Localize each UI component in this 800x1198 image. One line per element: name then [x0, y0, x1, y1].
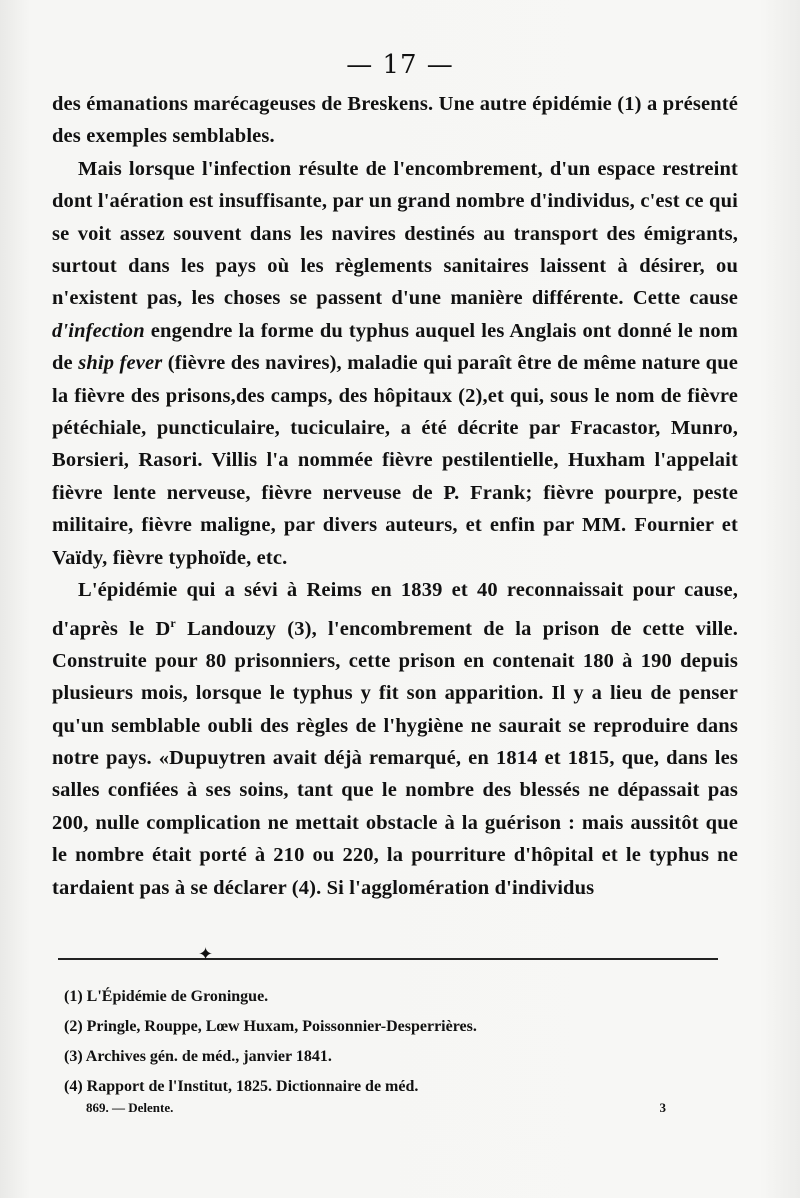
paragraph-3-text-b: Landouzy (3), l'encombrement de la prison de cette ville. Construite pour 80 prisonniers, cette prison en contenait 180 à 190 depuis plusieurs mois, lorsque le typhus y fit son apparition. Il y a lieu de penser qu'un semblable oubli des règles de l'hygiène ne saurait se reproduire dans notre pays. «Dupuytren avait déjà remarqué, en 1814 et 1815, que, dans les salles confiées à ses soins, tant que le nombre des blessés ne dépassait pas 200, nulle complication ne mettait obstacle à la guérison : mais aussitôt que le nombre était porté à 210 ou 220, la pourriture d'hôpital et le typhus ne tardaient pas à se déclarer (4). Si l'agglomération d'individus: [52, 617, 738, 899]
paragraph-3-text-a: L'épidémie qui a sévi à Reims en 1839 et 40 reconnaissait pour cause, d'après le D: [52, 579, 738, 640]
footnote-2: (2) Pringle, Rouppe, Lœw Huxam, Poissonnier-Desperrières.: [64, 1018, 477, 1035]
paragraph-1: des émanations marécageuses de Breskens. Une autre épidémie (1) a présenté des exemples semblables.: [52, 93, 738, 148]
footnotes: [64, 982, 744, 1102]
signature-left: 869. — Delente.: [86, 1100, 174, 1115]
paragraph-2: [52, 153, 738, 574]
footnote-1: (1) L'Épidémie de Groningue.: [64, 988, 269, 1005]
footnote-3: (3) Archives gén. de méd., janvier 1841.: [64, 1048, 332, 1065]
italic-term-ship-fever: ship fever: [78, 352, 163, 375]
footnote-4: (4) Rapport de l'Institut, 1825. Dictionnaire de méd.: [64, 1078, 419, 1095]
printer-signature: [86, 1100, 666, 1116]
paragraph-2-text-b: engendre la forme du typhus auquel les Anglais ont donné le nom de: [52, 319, 738, 375]
divider-mark-icon: ✦: [198, 944, 214, 965]
superscript-r: r: [170, 615, 176, 630]
paragraph-3: [52, 574, 738, 904]
main-text: [52, 88, 738, 904]
paragraph-2-text-a: Mais lorsque l'infection résulte de l'encombrement, d'un espace restreint dont l'aération est insuffisante, par un grand nombre d'individus, c'est ce qui se voit assez souvent dans les navires destinés au transport des émigrants, surtout dans les pays où les règlements sanitaires laissent à désirer, ou n'existent pas, les choses se passent d'une manière différente. Cette cause: [52, 157, 738, 310]
italic-term-infection: d'infection: [52, 319, 145, 342]
signature-right: 3: [659, 1100, 666, 1115]
footnote-divider: [58, 958, 718, 960]
page-number: — 17 —: [346, 50, 454, 80]
paragraph-2-text-c: (fièvre des navires), maladie qui paraît être de même nature que la fièvre des prisons,des camps, des hôpitaux (2),et qui, sous le nom de fièvre pétéchiale, puncticulaire, tuciculaire, a été décrite par Fracastor, Munro, Borsieri, Rasori. Villis l'a nommée fièvre pestilentielle, Huxham l'appelait fièvre lente nerveuse, fièvre nerveuse de P. Frank; fièvre pourpre, peste militaire, fièvre maligne, par divers auteurs, et enfin par MM. Fournier et Vaïdy, fièvre typhoïde, etc.: [52, 352, 739, 569]
